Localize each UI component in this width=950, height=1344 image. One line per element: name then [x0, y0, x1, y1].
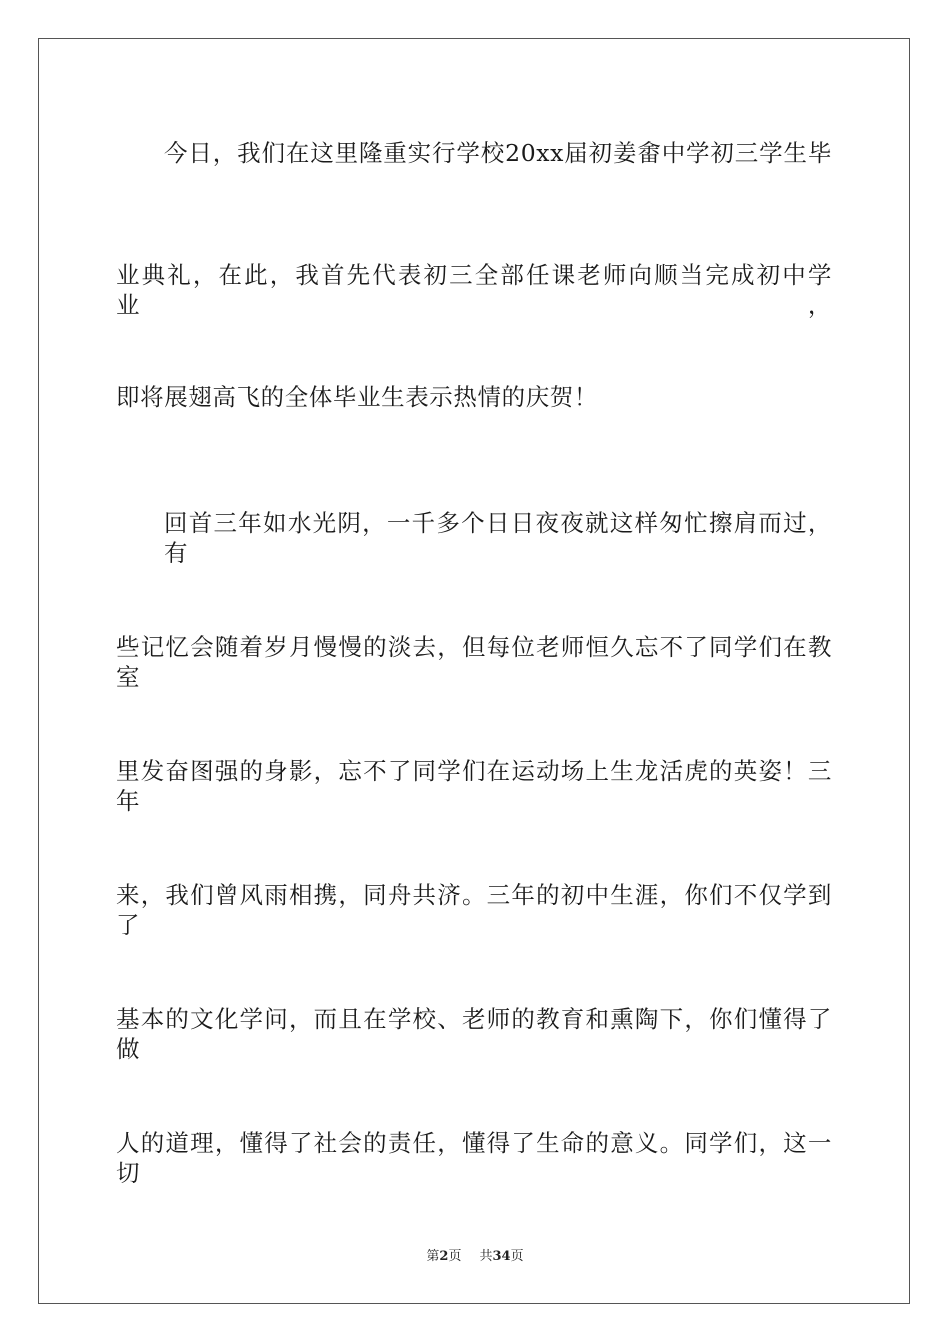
paragraph-2-line-4: 来，我们曾风雨相携，同舟共济。三年的初中生涯，你们不仅学到了	[116, 881, 832, 939]
paragraph-2-line-6: 人的道理，懂得了社会的责任，懂得了生命的意义。同学们，这一切	[116, 1129, 832, 1187]
footer-page-suffix: 页	[448, 1249, 462, 1264]
paragraph-1-line-2: 业典礼，在此，我首先代表初三全部任课老师向顺当完成初中学业，	[116, 261, 832, 319]
paragraph-1-line-3: 即将展翅高飞的全体毕业生表示热情的庆贺！	[116, 383, 598, 411]
page-border	[38, 38, 910, 1304]
paragraph-2-line-2: 些记忆会随着岁月慢慢的淡去，但每位老师恒久忘不了同学们在教室	[116, 633, 832, 691]
footer-total-pages: 34	[492, 1249, 511, 1264]
paragraph-1-line-1: 今日，我们在这里隆重实行学校20xx届初姜畬中学初三学生毕	[164, 139, 832, 167]
footer-total-suffix: 页	[510, 1249, 524, 1264]
page-footer	[0, 1248, 950, 1266]
paragraph-2-line-1: 回首三年如水光阴，一千多个日日夜夜就这样匆忙擦肩而过，有	[164, 509, 832, 567]
footer-total-prefix: 共	[479, 1249, 493, 1264]
paragraph-2-line-3: 里发奋图强的身影，忘不了同学们在运动场上生龙活虎的英姿！三年	[116, 757, 832, 815]
footer-page-number: 2	[439, 1249, 449, 1264]
paragraph-2-line-5: 基本的文化学问，而且在学校、老师的教育和熏陶下，你们懂得了做	[116, 1005, 832, 1063]
footer-page-prefix: 第	[426, 1249, 440, 1264]
